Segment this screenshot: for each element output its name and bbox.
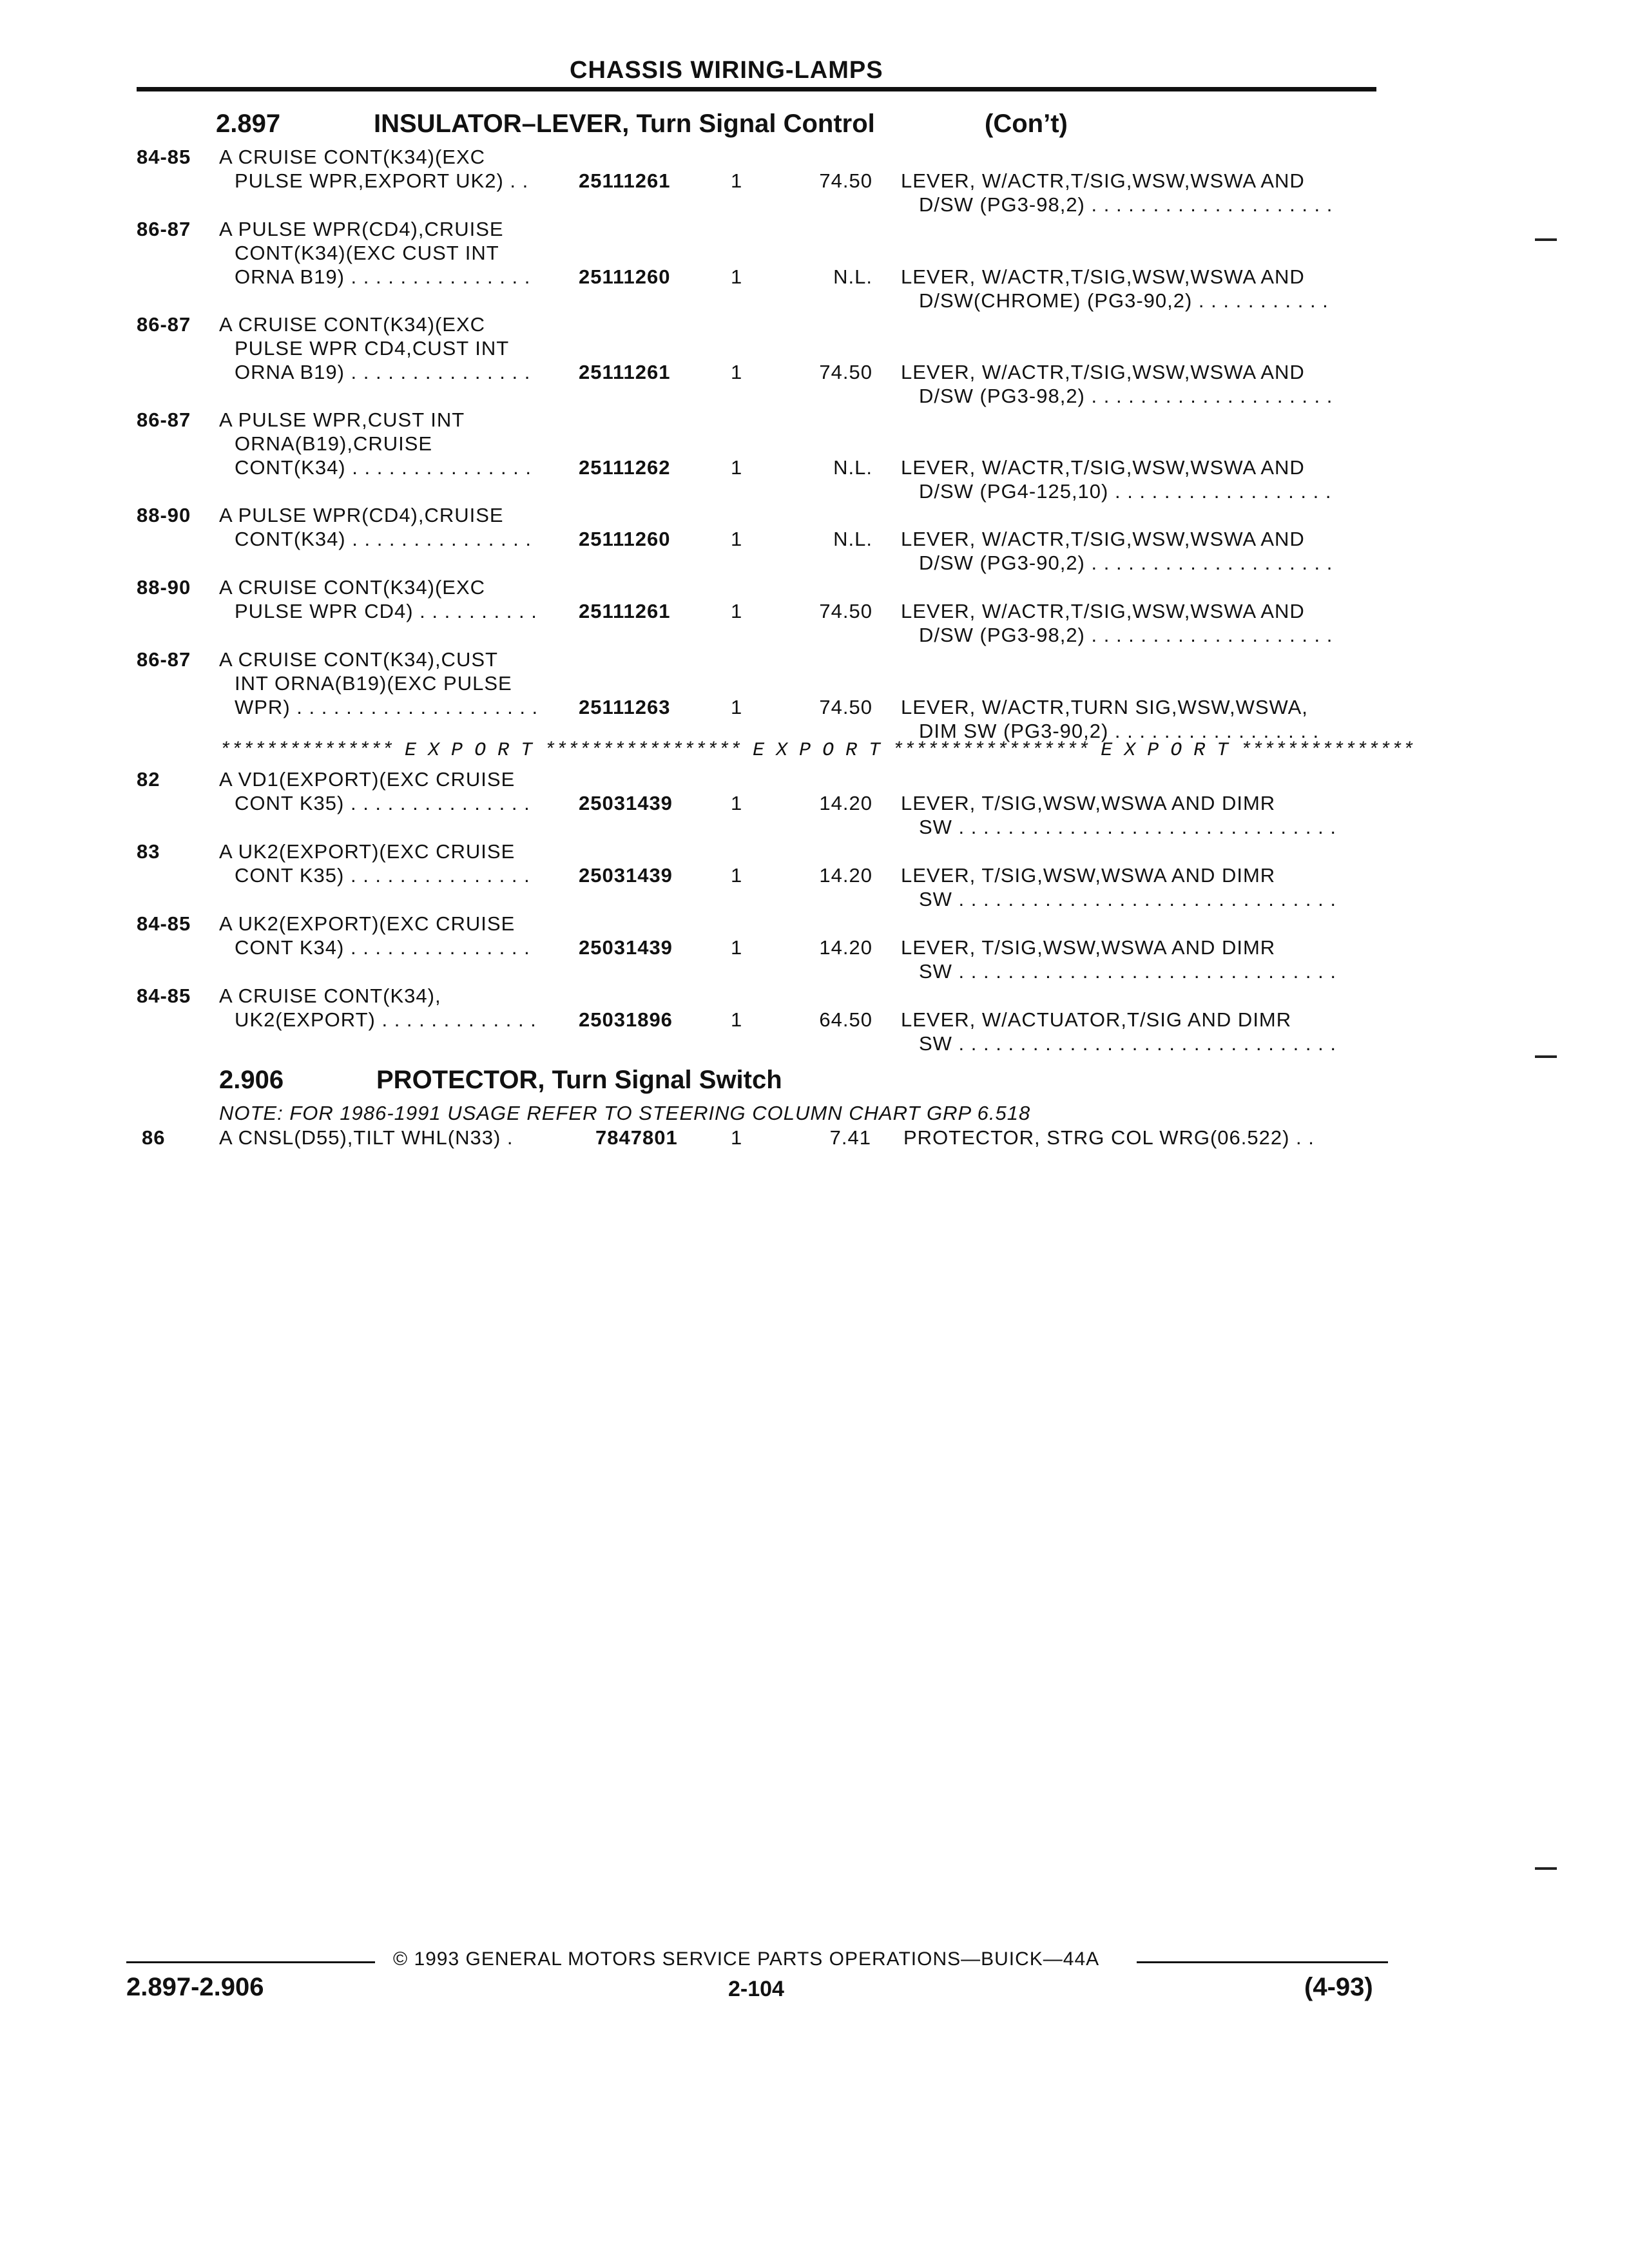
section-note: NOTE: FOR 1986-1991 USAGE REFER TO STEERING COLUMN CHART GRP 6.518 (219, 1102, 1031, 1124)
row-year: 86-87 (137, 313, 191, 336)
section-number-2: 2.906 (219, 1066, 284, 1094)
row-price: N.L. (833, 265, 872, 288)
margin-mark (1535, 238, 1557, 241)
row-part-name: PROTECTOR, STRG COL WRG(06.522) . . (903, 1126, 1315, 1149)
row-price: 74.50 (819, 696, 872, 718)
page-header-title: CHASSIS WIRING-LAMPS (570, 57, 883, 84)
footer-range: 2.897-2.906 (126, 1973, 264, 2001)
row-price: 7.41 (829, 1126, 871, 1149)
row-part-name-line: SW . . . . . . . . . . . . . . . . . . . . . . . . . . . . . . . (919, 816, 1336, 838)
row-part-name-line: D/SW(CHROME) (PG3-90,2) . . . . . . . . . . . (919, 289, 1329, 312)
row-description-line: CONT K35) . . . . . . . . . . . . . . . (235, 864, 530, 887)
row-price: N.L. (833, 456, 872, 479)
row-quantity: 1 (731, 864, 743, 887)
row-quantity: 1 (731, 792, 743, 814)
row-description-line: A PULSE WPR(CD4),CRUISE (219, 504, 504, 526)
row-description-line: A UK2(EXPORT)(EXC CRUISE (219, 912, 516, 935)
row-quantity: 1 (731, 169, 743, 192)
row-part-name-line: LEVER, W/ACTR,T/SIG,WSW,WSWA AND (901, 169, 1305, 192)
footer-rule-right (1137, 1961, 1388, 1963)
row-part-number: 25031439 (579, 864, 673, 887)
export-banner: *************** E X P O R T ***************** E X P O R T ***************** E X P O R T *************** (219, 740, 1414, 762)
row-description-line: PULSE WPR,EXPORT UK2) . . (235, 169, 529, 192)
row-year: 86-87 (137, 408, 191, 431)
row-price: N.L. (833, 528, 872, 550)
row-description-line: UK2(EXPORT) . . . . . . . . . . . . . (235, 1008, 537, 1031)
row-description-line: INT ORNA(B19)(EXC PULSE (235, 672, 512, 695)
margin-mark (1535, 1867, 1557, 1870)
row-description-line: ORNA B19) . . . . . . . . . . . . . . . (235, 361, 531, 383)
row-quantity: 1 (731, 600, 743, 622)
section-name-2: PROTECTOR, Turn Signal Switch (376, 1066, 782, 1094)
section-name: INSULATOR–LEVER, Turn Signal Control (374, 110, 875, 138)
row-year: 84-85 (137, 985, 191, 1007)
row-part-number: 25111261 (579, 169, 671, 192)
header-rule (137, 87, 1376, 91)
row-part-name-line: LEVER, W/ACTR,T/SIG,WSW,WSWA AND (901, 528, 1305, 550)
row-description-line: CONT(K34) . . . . . . . . . . . . . . . (235, 528, 532, 550)
row-year: 84-85 (137, 912, 191, 935)
row-part-number: 25111260 (579, 528, 671, 550)
row-year: 86-87 (137, 648, 191, 671)
row-year: 84-85 (137, 146, 191, 168)
row-year: 83 (137, 840, 160, 863)
row-description-line: A CRUISE CONT(K34)(EXC (219, 313, 486, 336)
row-description: A CNSL(D55),TILT WHL(N33) . (219, 1126, 514, 1149)
row-part-name-line: SW . . . . . . . . . . . . . . . . . . . . . . . . . . . . . . . (919, 960, 1336, 983)
row-part-name-line: LEVER, T/SIG,WSW,WSWA AND DIMR (901, 936, 1276, 959)
row-description-line: A CRUISE CONT(K34)(EXC (219, 146, 486, 168)
row-description-line: CONT(K34) . . . . . . . . . . . . . . . (235, 456, 532, 479)
margin-mark (1535, 1055, 1557, 1058)
row-year: 88-90 (137, 504, 191, 526)
row-part-number: 25111263 (579, 696, 671, 718)
row-price: 14.20 (819, 792, 872, 814)
row-part-name-line: LEVER, W/ACTR,T/SIG,WSW,WSWA AND (901, 456, 1305, 479)
row-description-line: A CRUISE CONT(K34), (219, 985, 441, 1007)
row-price: 74.50 (819, 169, 872, 192)
row-part-number: 25031439 (579, 792, 673, 814)
row-year: 88-90 (137, 576, 191, 599)
row-part-name-line: SW . . . . . . . . . . . . . . . . . . . . . . . . . . . . . . . (919, 888, 1336, 910)
row-quantity: 1 (731, 1126, 743, 1149)
row-part-name-line: D/SW (PG3-90,2) . . . . . . . . . . . . . . . . . . . . (919, 552, 1333, 574)
row-year: 86-87 (137, 218, 191, 240)
row-part-number: 25111262 (579, 456, 671, 479)
row-part-name-line: LEVER, T/SIG,WSW,WSWA AND DIMR (901, 864, 1276, 887)
row-part-name-line: SW . . . . . . . . . . . . . . . . . . . . . . . . . . . . . . . (919, 1032, 1336, 1055)
row-part-number: 25111261 (579, 361, 671, 383)
row-part-name-line: LEVER, W/ACTR,T/SIG,WSW,WSWA AND (901, 361, 1305, 383)
row-year: 82 (137, 768, 160, 791)
row-part-number: 25111261 (579, 600, 671, 622)
row-description-line: ORNA(B19),CRUISE (235, 432, 433, 455)
row-quantity: 1 (731, 265, 743, 288)
row-part-name-line: DIM SW (PG3-90,2) . . . . . . . . . . . . . . . . . (919, 720, 1320, 742)
footer-date-code: (4-93) (1304, 1973, 1373, 2001)
row-description-line: PULSE WPR CD4,CUST INT (235, 337, 510, 360)
row-quantity: 1 (731, 361, 743, 383)
row-quantity: 1 (731, 696, 743, 718)
row-description-line: A PULSE WPR(CD4),CRUISE (219, 218, 504, 240)
row-price: 14.20 (819, 936, 872, 959)
row-description-line: A PULSE WPR,CUST INT (219, 408, 465, 431)
row-quantity: 1 (731, 528, 743, 550)
footer-copyright: © 1993 GENERAL MOTORS SERVICE PARTS OPERATIONS—BUICK—44A (393, 1948, 1100, 1970)
row-part-number: 25031439 (579, 936, 673, 959)
row-part-name-line: LEVER, T/SIG,WSW,WSWA AND DIMR (901, 792, 1276, 814)
footer-rule-left (126, 1961, 375, 1963)
footer-page-number: 2-104 (728, 1977, 784, 2001)
row-description-line: CONT K34) . . . . . . . . . . . . . . . (235, 936, 530, 959)
row-description-line: CONT(K34)(EXC CUST INT (235, 242, 499, 264)
row-part-name-line: LEVER, W/ACTUATOR,T/SIG AND DIMR (901, 1008, 1292, 1031)
row-part-number: 7847801 (595, 1126, 678, 1149)
section-continued: (Con’t) (985, 110, 1068, 138)
row-part-name-line: D/SW (PG4-125,10) . . . . . . . . . . . . . . . . . . (919, 480, 1332, 503)
row-part-name-line: LEVER, W/ACTR,T/SIG,WSW,WSWA AND (901, 600, 1305, 622)
row-quantity: 1 (731, 936, 743, 959)
row-part-name-line: LEVER, W/ACTR,T/SIG,WSW,WSWA AND (901, 265, 1305, 288)
row-part-name-line: D/SW (PG3-98,2) . . . . . . . . . . . . . . . . . . . . (919, 193, 1333, 216)
row-description-line: CONT K35) . . . . . . . . . . . . . . . (235, 792, 530, 814)
row-year: 86 (142, 1126, 166, 1149)
row-part-name-line: D/SW (PG3-98,2) . . . . . . . . . . . . . . . . . . . . (919, 385, 1333, 407)
row-description-line: A CRUISE CONT(K34)(EXC (219, 576, 486, 599)
row-description-line: A CRUISE CONT(K34),CUST (219, 648, 498, 671)
row-description-line: WPR) . . . . . . . . . . . . . . . . . . . . (235, 696, 539, 718)
row-description-line: A UK2(EXPORT)(EXC CRUISE (219, 840, 516, 863)
row-description-line: ORNA B19) . . . . . . . . . . . . . . . (235, 265, 531, 288)
row-part-number: 25031896 (579, 1008, 673, 1031)
section-number: 2.897 (216, 110, 281, 138)
row-quantity: 1 (731, 456, 743, 479)
row-quantity: 1 (731, 1008, 743, 1031)
row-part-name-line: LEVER, W/ACTR,TURN SIG,WSW,WSWA, (901, 696, 1308, 718)
row-description-line: A VD1(EXPORT)(EXC CRUISE (219, 768, 516, 791)
row-price: 74.50 (819, 361, 872, 383)
row-part-number: 25111260 (579, 265, 671, 288)
row-description-line: PULSE WPR CD4) . . . . . . . . . . (235, 600, 537, 622)
row-price: 64.50 (819, 1008, 872, 1031)
row-price: 74.50 (819, 600, 872, 622)
row-part-name-line: D/SW (PG3-98,2) . . . . . . . . . . . . . . . . . . . . (919, 624, 1333, 646)
row-price: 14.20 (819, 864, 872, 887)
